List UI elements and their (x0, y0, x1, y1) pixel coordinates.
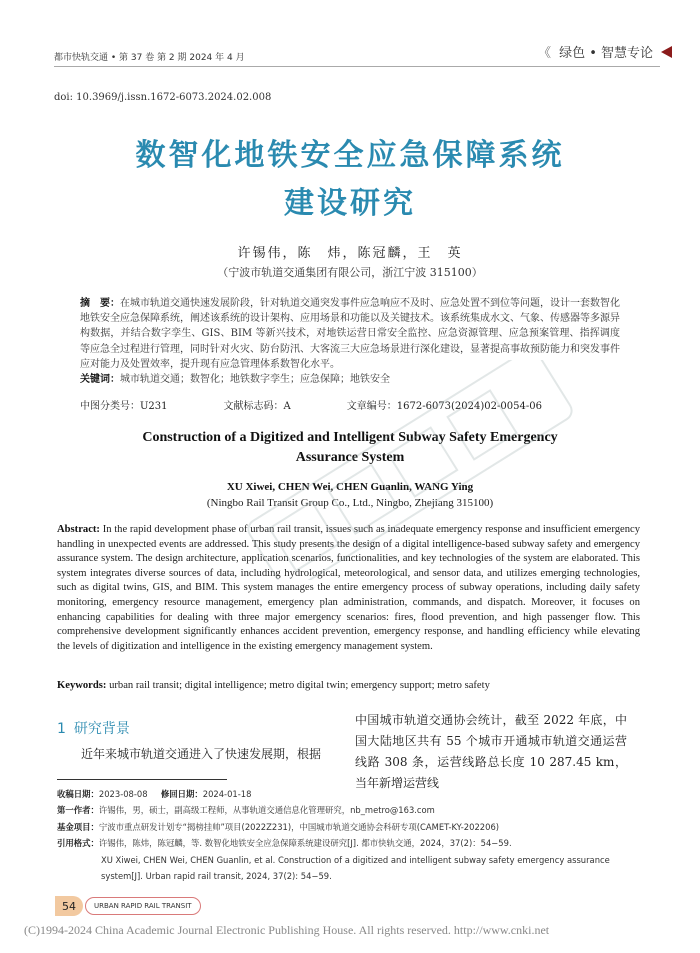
fund-text: 宁波市重点研发计划专“揭榜挂帅”项目(2022Z231)，中国城市轨道交通协会科研专项(CAMET-KY-202206) (98, 821, 500, 832)
revised-label: 修回日期： (160, 789, 203, 799)
abstract-cn-label: 摘 要： (80, 298, 120, 309)
citation-en-line1: XU Xiwei, CHEN Wei, CHEN Guanlin, et al. Construction of a digitized and intelligent subway safety emergency assurance (101, 854, 610, 865)
footnote-divider (57, 779, 227, 780)
copyright-footer: (C)1994-2024 China Academic Journal Electronic Publishing House. All rights reserved. http://www.cnki.net (24, 923, 550, 937)
fund-row (57, 819, 647, 835)
journal-name-en: URBAN RAPID RAIL TRANSIT (85, 897, 201, 915)
keywords-en (57, 680, 490, 691)
authors-en: XU Xiwei, CHEN Wei, CHEN Guanlin, WANG Ying (226, 481, 474, 493)
affiliation-cn: （宁波市轨道交通集团有限公司，浙江宁波 315100） (217, 266, 483, 279)
clc-number: 中图分类号：U231 (80, 401, 168, 412)
body-right-column: 中国城市轨道交通协会统计，截至 2022 年底，中国大陆地区共有 55 个城市开通城市轨道交通运营线路 308 条，运营线路总长度 10 287.45 km，当年新增运营线 (355, 713, 627, 790)
affiliation-en: (Ningbo Rail Transit Group Co., Ltd., Ningbo, Zhejiang 315100) (206, 497, 494, 509)
citation-cn: 许锡伟，陈炜，陈冠麟，等. 数智化地铁安全应急保障系统建设研究[J]. 都市快轨交通，2024，37(2)：54−59. (98, 838, 512, 849)
abstract-en-label: Abstract: (57, 524, 100, 535)
section-number: 1 (57, 721, 66, 737)
document-code: 文献标志码：A (223, 401, 291, 412)
section-heading (57, 718, 130, 738)
received-label: 收稿日期： (57, 789, 99, 799)
body-left-column: 近年来城市轨道交通进入了快速发展期，根据 (81, 747, 322, 761)
citation-en-line2: system[J]. Urban rapid rail transit, 2024, 37(2): 54−59. (101, 871, 332, 882)
title-en (60, 428, 640, 468)
received-date: 2023-08-08 (98, 789, 148, 799)
page-number: 54 (55, 896, 83, 916)
journal-issue-info: 都市快轨交通 • 第 37 卷 第 2 期 2024 年 4 月 (54, 53, 245, 63)
abstract-en (57, 523, 640, 654)
authors-cn: 许锡伟，陈 炜，陈冠麟，王 英 (237, 246, 463, 261)
article-number: 文章编号：1672-6073(2024)02-0054-06 (346, 401, 542, 412)
header-divider (54, 66, 660, 67)
keywords-en-text: urban rail transit; digital intelligence; metro digital twin; emergency support; metro safety (109, 680, 490, 691)
first-author-text: 许锡伟，男，硕士，副高级工程师，从事轨道交通信息化管理研究，nb_metro@163.com (98, 805, 435, 816)
column-header (538, 42, 672, 61)
keywords-cn-label: 关键词： (80, 374, 120, 386)
dates-row (57, 786, 647, 802)
citation-label: 引用格式： (57, 838, 99, 849)
double-chevron-icon: 《 (538, 46, 552, 61)
abstract-en-text: In the rapid development phase of urban rail transit, issues such as inadequate emergency response and insufficient emergency handling in unexpected events are addressed. This study presents the design of a digital intelligence-based subway safety and emergency assurance system. The design architecture, application scenarios, functionalities, and key technologies of the system are elaborated. This system integrates diverse sources of data, including hydrological, meteorological, and sensor data, and utilizes emerging technologies, such as digital twins, GIS, and BIM. This system manages the entire emergency process of subway operations, including daily safety monitoring, emergency resource management, emergency plan administration, commands, and dispatch. Moreover, it focuses on enhancing capabilities for dealing with three major emergency scenarios: fires, flood prevention, and high passenger flow. This comprehensive development significantly enhances accident prevention, emergency response, and handling efficiency while elevating the levels of digitization and intelligence in the existing emergency management system. (57, 524, 640, 652)
footnotes (57, 786, 647, 884)
fund-label: 基金项目： (57, 821, 99, 832)
classification-row (80, 397, 542, 412)
title-en-line1: Construction of a Digitized and Intelligent Subway Safety Emergency (142, 430, 558, 445)
triangle-left-icon (661, 46, 672, 58)
title-cn-line2: 建设研究 (284, 186, 416, 221)
doi: doi: 10.3969/j.issn.1672-6073.2024.02.008 (54, 92, 272, 103)
revised-date: 2024-01-18 (202, 789, 252, 799)
first-author-label: 第一作者： (57, 805, 99, 816)
abstract-cn (80, 296, 620, 387)
section-title: 研究背景 (73, 721, 130, 737)
citation-row (57, 835, 647, 851)
abstract-cn-text: 在城市轨道交通快速发展阶段，针对轨道交通突发事件应急响应不及时、应急处置不到位等问题，设计一套数智化地铁安全应急保障系统，阐述该系统的设计架构、应用场景和功能以及关键技术。该系统集成水文、气象、传感器等多源异构数据，并结合数字孪生、GIS、BIM 等新兴技术，对地铁运营日常安全监控、应急资源管理、应急预案管理、指挥调度等应急全过程进行管理，同时针对火灾、防台防汛、大客流三大应急场景进行深化建设，显著提高事故预防能力和突发事件应对能力及处置效率，提升现有应急管理体系数智化水平。 (80, 298, 620, 370)
title-cn-line1: 数智化地铁安全应急保障系统 (135, 138, 565, 173)
keywords-cn-text: 城市轨道交通；数智化；地铁数字孪生；应急保障；地铁安全 (120, 374, 390, 386)
keywords-en-label: Keywords: (57, 680, 107, 691)
page-badge (55, 896, 201, 916)
first-author-row (57, 802, 647, 818)
column-label: 绿色 • 智慧专论 (559, 46, 653, 61)
title-en-line2: Assurance System (295, 450, 405, 465)
